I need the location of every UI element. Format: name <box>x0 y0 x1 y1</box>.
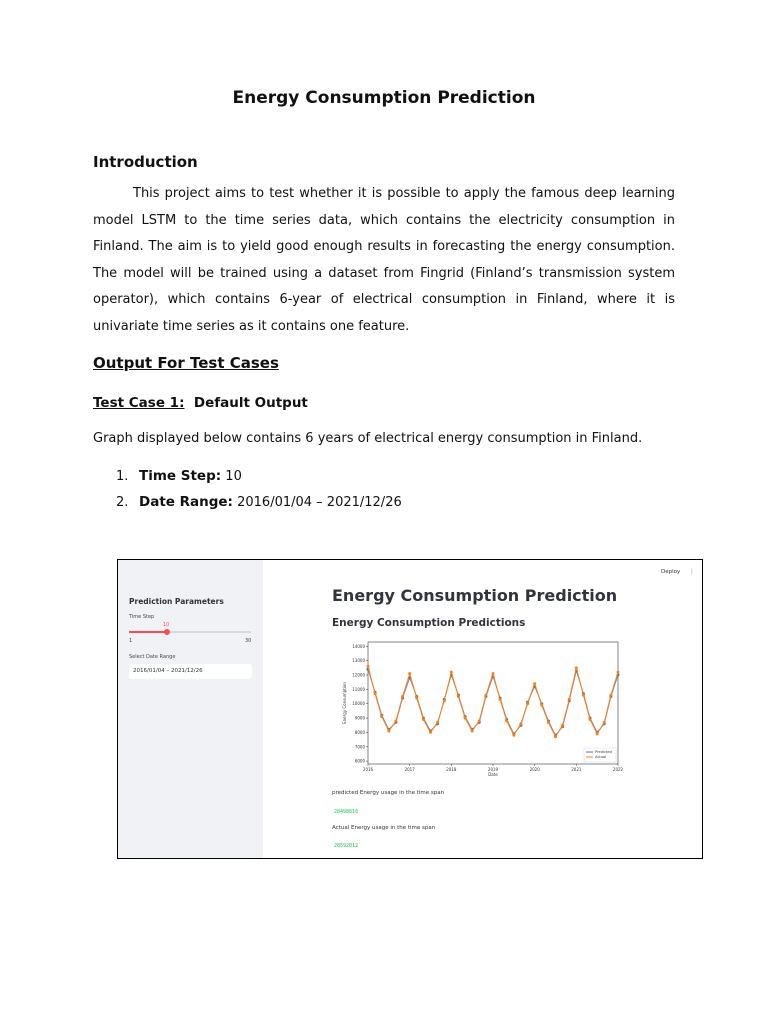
app-subtitle: Energy Consumption Predictions <box>332 617 526 629</box>
output-heading: Output For Test Cases <box>93 354 279 372</box>
data-point-actual <box>575 666 578 669</box>
data-point-actual <box>533 682 536 685</box>
x-tick-label: 2018 <box>446 767 457 772</box>
slider-fill <box>129 631 167 633</box>
data-point-actual <box>464 717 467 720</box>
data-point-actual <box>374 692 377 695</box>
data-point-actual <box>367 665 370 668</box>
list-number: 2. <box>116 495 129 510</box>
data-point-actual <box>471 729 474 732</box>
y-axis-label: Energy Consumption <box>342 682 347 724</box>
param-label: Date Range: <box>139 494 233 510</box>
date-range-input[interactable]: 2016/01/04 – 2021/12/26 <box>129 664 252 679</box>
list-item <box>116 494 402 510</box>
data-point-actual <box>478 719 481 722</box>
data-point-actual <box>387 729 390 732</box>
data-point-actual <box>617 671 620 674</box>
data-point-actual <box>457 695 460 698</box>
data-point-actual <box>450 671 453 674</box>
data-point-actual <box>505 719 508 722</box>
data-point-actual <box>540 704 543 707</box>
introduction-heading: Introduction <box>93 153 198 171</box>
data-point-actual <box>429 731 432 734</box>
deploy-button[interactable]: Deploy <box>661 569 681 575</box>
sidebar-heading: Prediction Parameters <box>129 597 224 606</box>
data-point-actual <box>512 734 515 737</box>
y-tick-label: 14000 <box>352 643 365 649</box>
time-step-slider[interactable] <box>129 631 251 633</box>
param-value: 2016/01/04 – 2021/12/26 <box>237 495 402 510</box>
actual-value: 28592812 <box>334 843 359 849</box>
data-point-actual <box>394 719 397 722</box>
data-point-actual <box>596 732 599 735</box>
y-tick-label: 11000 <box>352 686 365 692</box>
x-axis-label: Date <box>488 772 498 777</box>
slider-min: 1 <box>129 638 133 644</box>
data-point-actual <box>568 698 571 701</box>
graph-note: Graph displayed below contains 6 years of electrical energy consumption in Finland. <box>93 431 643 446</box>
x-tick-label: 2020 <box>529 767 540 772</box>
app-title: Energy Consumption Prediction <box>332 586 618 605</box>
slider-handle[interactable] <box>164 629 170 635</box>
test-case-heading <box>93 395 308 411</box>
list-number: 1. <box>116 469 129 484</box>
data-point-actual <box>526 702 529 705</box>
x-tick-label: 2022 <box>612 767 624 772</box>
y-tick-label: 9000 <box>354 715 365 721</box>
legend-label: Actual <box>595 755 607 759</box>
data-point-actual <box>422 718 425 721</box>
slider-max: 30 <box>245 638 252 644</box>
data-point-actual <box>519 722 522 725</box>
kebab-menu-icon[interactable]: ⋮ <box>689 568 695 575</box>
predicted-value: 28498816 <box>334 809 359 815</box>
test-case-title: Default Output <box>193 395 308 411</box>
y-tick-label: 10000 <box>352 701 365 707</box>
actual-label: Actual Energy usage in the time span <box>332 825 436 831</box>
legend-label: Predicted <box>595 750 612 754</box>
date-range-label: Select Date Range <box>129 654 176 660</box>
y-tick-label: 6000 <box>354 758 365 764</box>
data-point-actual <box>554 735 557 738</box>
data-point-actual <box>547 721 550 724</box>
data-point-actual <box>436 721 439 724</box>
y-tick-label: 7000 <box>354 744 365 750</box>
y-tick-label: 13000 <box>352 658 365 664</box>
page-title: Energy Consumption Prediction <box>232 88 536 108</box>
data-point-actual <box>561 724 564 727</box>
data-point-actual <box>582 694 585 697</box>
x-tick-label: 2017 <box>404 767 415 772</box>
data-point-actual <box>415 696 418 699</box>
test-case-label: Test Case 1: <box>93 395 185 411</box>
data-point-actual <box>380 715 383 718</box>
plot-frame <box>368 642 618 764</box>
x-tick-label: 2021 <box>571 767 582 772</box>
sidebar <box>118 560 263 858</box>
param-value: 10 <box>225 469 242 484</box>
list-item <box>116 468 242 484</box>
param-label: Time Step: <box>139 468 222 484</box>
predicted-label: predicted Energy usage in the time span <box>332 790 445 796</box>
data-point-actual <box>484 694 487 697</box>
data-point-actual <box>589 718 592 721</box>
data-point-actual <box>499 698 502 701</box>
data-point-actual <box>609 694 612 697</box>
data-point-actual <box>408 672 411 675</box>
y-tick-label: 8000 <box>354 729 365 735</box>
data-point-actual <box>443 699 446 702</box>
introduction-text: This project aims to test whether it is possible to apply the famous deep learning model LSTM to the time series data, which contains the electricity consumption in Finland. The aim is to yield good enough results in forecasting the energy consumption. The model will be trained using a dataset from Fingrid (Finland’s transmission system operator), which contains 6-year of electrical consumption in Finland, where it is univariate time series as it contains one feature. <box>93 186 675 334</box>
y-tick-label: 12000 <box>352 672 365 678</box>
time-step-label: Time Step <box>129 614 155 620</box>
time-step-value: 10 <box>163 622 170 628</box>
data-point-actual <box>603 721 606 724</box>
data-point-actual <box>492 672 495 675</box>
x-tick-label: 2016 <box>362 767 374 772</box>
energy-chart <box>328 636 628 786</box>
introduction-paragraph <box>93 181 675 341</box>
x-tick-label: 2019 <box>487 767 499 772</box>
app-screenshot <box>117 559 703 859</box>
data-point-actual <box>401 695 404 698</box>
